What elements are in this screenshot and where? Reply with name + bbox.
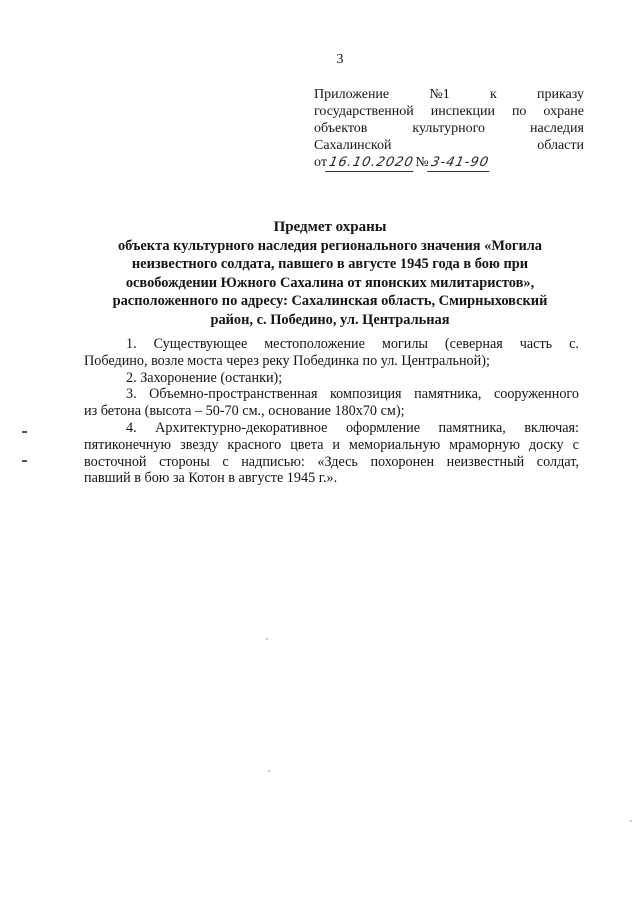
appendix-word: приказу [536, 87, 584, 102]
list-item [84, 370, 579, 387]
title-line-5: расположенного по адресу: Сахалинская область, Смирныховский [112, 293, 548, 309]
item-4-line-1 [84, 420, 579, 437]
item-word: мраморную [449, 436, 520, 453]
appendix-word: Сахалинской [314, 138, 392, 153]
appendix-word: объектов [314, 121, 368, 136]
item-word: надписью: [241, 453, 305, 470]
page-number: 3 [336, 52, 344, 67]
title-line-4: освобождении Южного Сахалина от японских милитаристов», [125, 274, 535, 291]
appendix-line-3 [314, 120, 584, 137]
item-word: сооруженного [493, 386, 579, 403]
item-3-line-2: из бетона (высота – 50-70 см., основание 180х70 см); [84, 403, 405, 420]
item-word: памятника, [438, 419, 506, 436]
appendix-date-number-line [314, 154, 584, 172]
item-word: Объемно-пространственная [149, 386, 318, 403]
item-1-line-1 [84, 336, 579, 353]
item-word: и [332, 436, 340, 453]
list-item [84, 336, 579, 370]
scan-speck [266, 638, 268, 640]
appendix-word: наследия [529, 121, 584, 136]
appendix-line-2 [314, 103, 584, 120]
list-item [84, 386, 579, 420]
item-word: 1. [126, 336, 137, 352]
appendix-word: по [511, 104, 527, 119]
item-4-line-2 [84, 437, 579, 454]
appendix-word: охране [543, 104, 584, 119]
item-3-line-1 [84, 386, 579, 403]
scan-speck [630, 820, 632, 822]
number-label: № [415, 155, 429, 170]
item-word: красного [227, 436, 282, 453]
scan-speck [268, 770, 270, 772]
appendix-word: инспекции [430, 104, 495, 119]
title-line-6: район, с. Победино, ул. Центральная [210, 311, 450, 328]
margin-mark [22, 431, 27, 433]
item-word: Архитектурно-декоративное [155, 419, 328, 436]
item-word: с [572, 436, 579, 453]
item-word: стороны [159, 453, 210, 470]
item-word: с [222, 453, 229, 470]
item-word: «Здесь [317, 453, 358, 470]
appendix-word: области [537, 138, 584, 153]
protection-items-list [84, 336, 579, 487]
item-word: звезду [180, 436, 219, 453]
appendix-line-1 [314, 86, 584, 103]
appendix-word: к [489, 87, 497, 102]
handwritten-date: 16.10.2020 [325, 154, 417, 172]
item-word: местоположение [264, 336, 365, 352]
item-word: часть [519, 336, 553, 352]
from-label: от [314, 155, 327, 170]
appendix-word: Приложение [314, 87, 390, 102]
item-word: пятиконечную [84, 436, 172, 453]
item-word: восточной [84, 453, 147, 470]
item-word: оформление [345, 419, 421, 436]
item-word: похоронен [370, 453, 435, 470]
appendix-word: культурного [412, 121, 486, 136]
item-4-line-3 [84, 454, 579, 471]
item-word: Существующее [153, 336, 248, 352]
title-line-3: неизвестного солдата, павшего в августе 1945 года в бою при [131, 256, 529, 272]
item-word: могилы [381, 336, 428, 352]
item-word: включая: [524, 419, 579, 436]
item-2-line-1: 2. Захоронение (останки); [126, 369, 283, 386]
item-word: памятника, [414, 386, 482, 403]
appendix-word: государственной [314, 104, 414, 119]
item-word: 4. [126, 419, 137, 436]
item-word: солдат, [536, 453, 579, 470]
item-word: цвета [290, 436, 324, 453]
title-line-1: Предмет охраны [273, 219, 387, 235]
item-word: неизвестный [446, 453, 525, 470]
list-item [84, 420, 579, 487]
appendix-word: №1 [429, 87, 450, 102]
appendix-line-4 [314, 137, 584, 154]
handwritten-order-number: 3-41-90 [427, 154, 493, 172]
item-1-line-2: Победино, возле моста через реку Побединка по ул. Центральной); [84, 352, 490, 369]
item-4-line-4: павший в бою за Котон в августе 1945 г.». [84, 470, 338, 487]
title-line-2: объекта культурного наследия регионального значения «Могила [117, 237, 543, 254]
item-word: композиция [330, 386, 402, 403]
item-word: с. [569, 336, 579, 352]
document-title [60, 218, 600, 329]
item-word: 3. [126, 386, 137, 403]
appendix-header [314, 86, 584, 172]
item-word: мемориальную [348, 436, 441, 453]
margin-mark [22, 460, 27, 462]
item-word: (северная [444, 336, 503, 352]
item-word: доску [528, 436, 564, 453]
